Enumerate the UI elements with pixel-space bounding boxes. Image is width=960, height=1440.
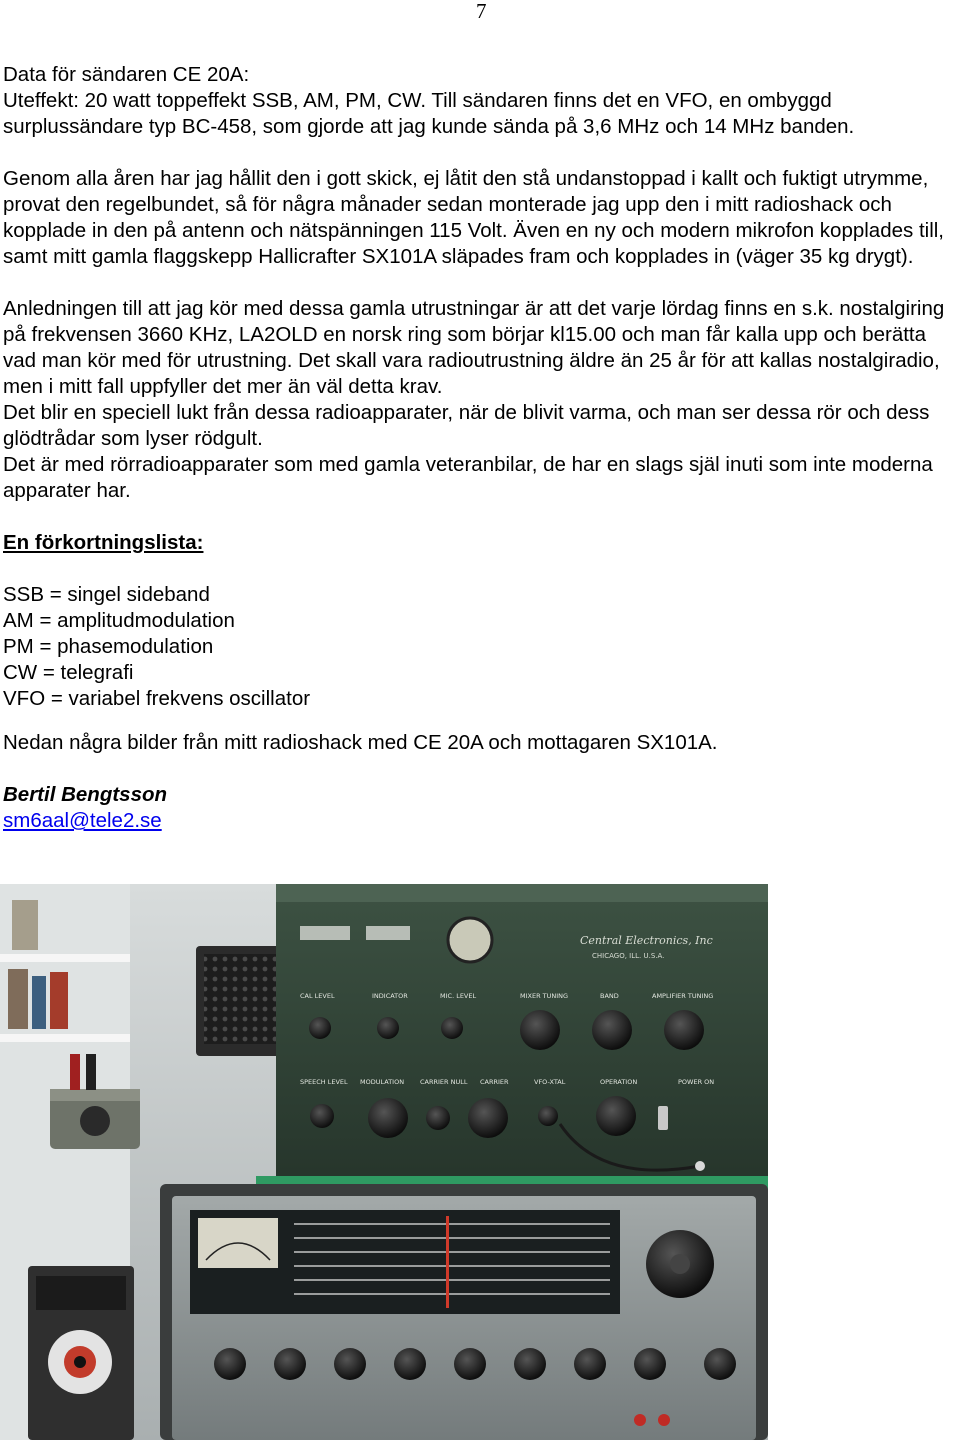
abbrev-item: CW = telegrafi — [3, 661, 134, 684]
vfo-xtal-knob — [538, 1106, 558, 1126]
label-operation: OPERATION — [600, 1078, 638, 1086]
radioshack-photo — [0, 884, 768, 1440]
transmitter-city: CHICAGO, ILL. U.S.A. — [592, 952, 665, 960]
label-band: BAND — [600, 992, 619, 1000]
label-mixer-tuning: MIXER TUNING — [520, 992, 569, 1000]
transmitter-brand: Central Electronics, Inc — [580, 934, 713, 947]
label-modulation: MODULATION — [360, 1078, 405, 1086]
author-name: Bertil Bengtsson — [3, 783, 168, 806]
receiver-sx101a — [160, 1184, 768, 1440]
label-carrier: CARRIER — [480, 1078, 509, 1086]
abbrev-item: SSB = singel sideband — [3, 583, 210, 606]
paragraph-smell: Det blir en speciell lukt från dessa radioapparater, när de blivit varma, och man ser dessa rör och dess glödtrådar som lyser rödgult. — [3, 401, 930, 450]
band-knob — [592, 1010, 632, 1050]
label-power-on: POWER ON — [678, 1078, 715, 1086]
radioshack-illustration — [0, 884, 768, 1440]
cal-level-knob — [309, 1017, 331, 1039]
indicator-knob — [377, 1017, 399, 1039]
label-vfo-xtal: VFO-XTAL — [534, 1078, 566, 1086]
paragraph-soul: Det är med rörradioapparater som med gamla veteranbilar, de har en slags själ inuti som inte moderna apparater har. — [3, 453, 933, 502]
modulation-knob — [368, 1098, 408, 1138]
operation-knob — [596, 1096, 636, 1136]
intro-specs: Uteffekt: 20 watt toppeffekt SSB, AM, PM, CW. Till sändaren finns det en VFO, en ombyggd surplussändare typ BC-458, som gjorde att jag kunde sända på 3,6 MHz och 14 MHz banden. — [3, 89, 855, 138]
carrier-null-knob — [426, 1106, 450, 1130]
author-email-link[interactable]: sm6aal@tele2.se — [3, 809, 162, 832]
label-indicator: INDICATOR — [372, 992, 408, 1000]
label-cal-level: CAL LEVEL — [300, 992, 335, 1000]
document-body — [3, 62, 958, 834]
amplifier-tuning-knob — [664, 1010, 704, 1050]
speaker-box — [196, 946, 284, 1056]
speech-level-knob — [310, 1104, 334, 1128]
closing-line: Nedan några bilder från mitt radioshack med CE 20A och mottagaren SX101A. — [3, 731, 718, 754]
abbrev-item: PM = phasemodulation — [3, 635, 214, 658]
intro-title: Data för sändaren CE 20A: — [3, 63, 250, 86]
label-amplifier-tuning: AMPLIFIER TUNING — [652, 992, 714, 1000]
paragraph-nostalgia: Anledningen till att jag kör med dessa gamla utrustningar är att det varje lördag finns en s.k. nostalgiring på frekvensen 3660 KHz, LA2OLD en norsk ring som börjar kl15.00 och man får kalla upp och berätta vad man kör med för utrustning. Det skall vara radioutrustning äldre än 25 år för att kallas nostalgiradio, men i mitt fall uppfyller det mer än väl detta krav. — [3, 297, 945, 398]
page-number: 7 — [476, 0, 487, 23]
power-toggle-switch — [658, 1106, 668, 1130]
mic-level-knob — [441, 1017, 463, 1039]
paragraph-care: Genom alla åren har jag hållit den i gott skick, ej låtit den stå undanstoppad i kallt och fuktigt utrymme, provat den regelbundet, så för några månader sedan monterade jag upp den i mitt radioshack och kopplade in den på antenn och nätspänningen 115 Volt. Även en ny och modern mikrofon kopplades till, samt mitt gamla flaggskepp Hallicrafter SX101A släpades fram och kopplades in (väger 35 kg drygt). — [3, 167, 944, 268]
abbrev-item: VFO = variabel frekvens oscillator — [3, 687, 311, 710]
abbrev-heading: En förkortningslista: — [3, 531, 204, 554]
abbrev-item: AM = amplitudmodulation — [3, 609, 235, 632]
mixer-tuning-knob — [520, 1010, 560, 1050]
carrier-knob — [468, 1098, 508, 1138]
vfo-unit — [28, 1266, 134, 1440]
label-speech-level: SPEECH LEVEL — [300, 1078, 348, 1086]
transmitter-ce20a — [276, 884, 768, 1184]
label-carrier-null: CARRIER NULL — [420, 1078, 468, 1086]
label-mic-level: MIC. LEVEL — [440, 992, 477, 1000]
